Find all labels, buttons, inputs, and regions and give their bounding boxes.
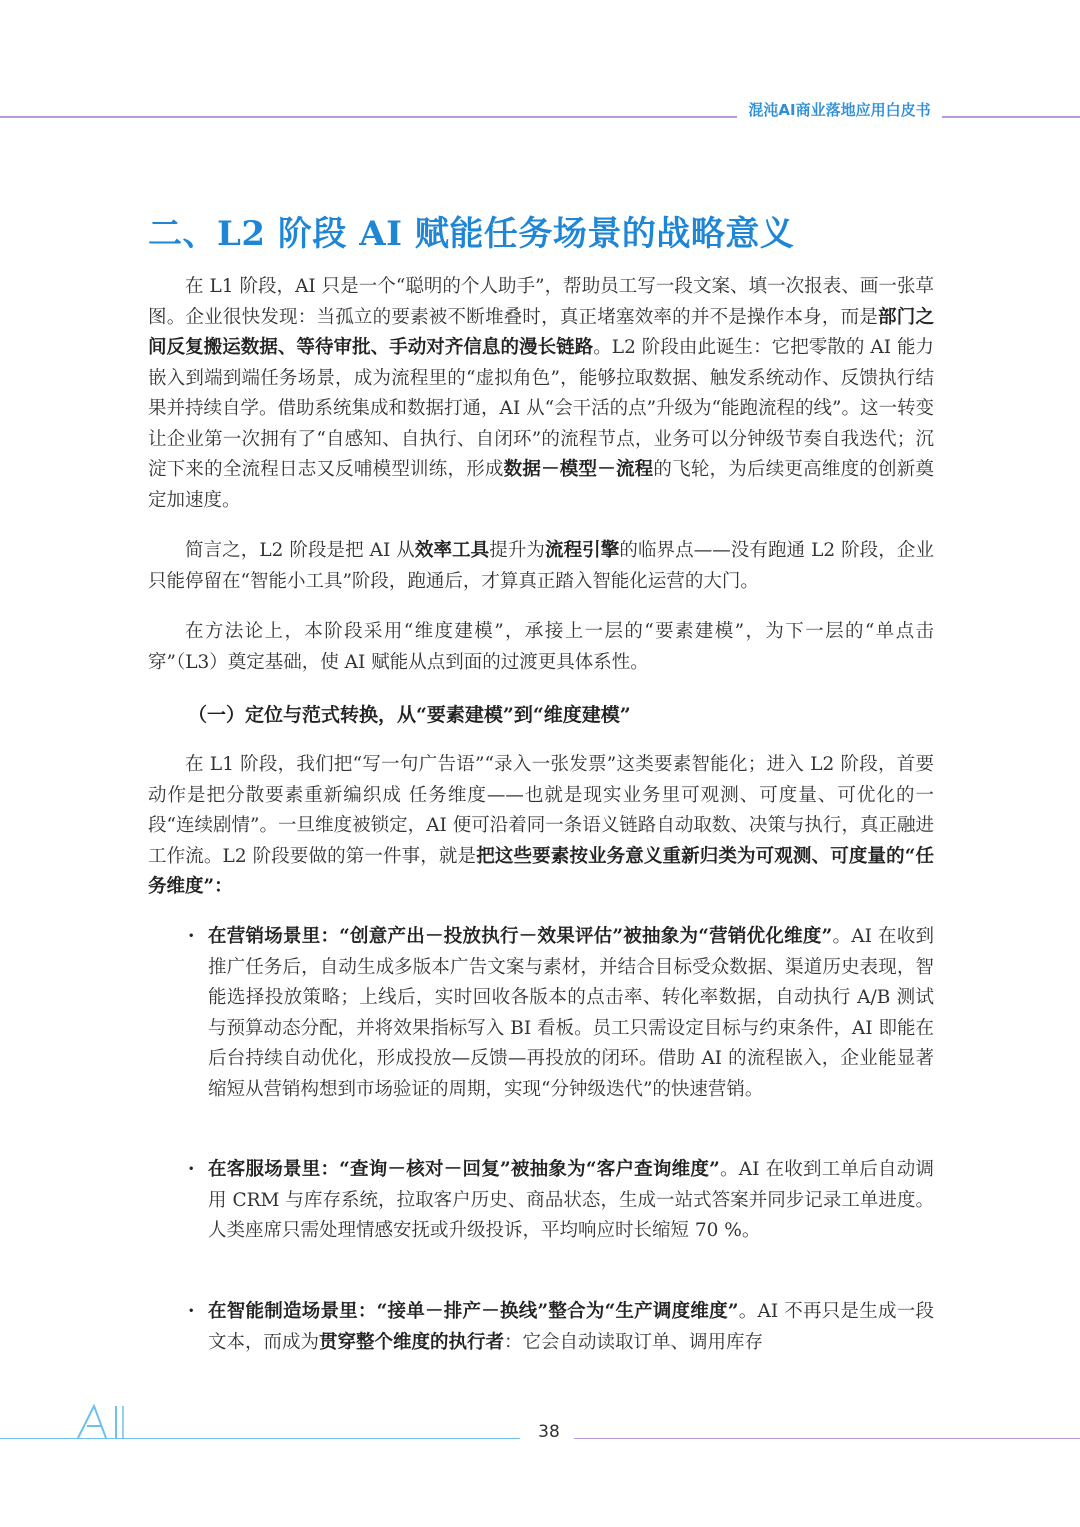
p2-bold-a: 效率工具 [414,540,490,561]
section-title: 二、L2 阶段 AI 赋能任务场景的战略意义 [148,214,795,254]
header-rule-right [942,116,1080,118]
subsection-title: （一）定位与范式转换，从“要素建模”到“维度建模” [188,704,631,726]
p2-text-c: 的临界点——没有跑通 L2 阶段，企业只能停留在“智能小工具”阶段，跑通后，才算真正踏入智能化运营的大门。 [148,540,934,592]
paragraph-3: 在方法论上，本阶段采用“维度建模”，承接上一层的“要素建模”，为下一层的“单点击穿”（L3）奠定基础，使 AI 赋能从点到面的过渡更具体系性。 [148,621,934,673]
bullet-text-c: ：它会自动读取订单、调用库存 [504,1331,764,1353]
p1-text-c: 的飞轮，为后续更高维度的创新奠定加速度。 [148,459,934,511]
p2-text-b: 提升为 [489,540,546,561]
bullet-customer-service [188,1155,934,1247]
paragraph-1 [148,272,934,516]
bullet-dot: · [188,1159,195,1180]
p1-bold-a: 部门之间反复搬运数据、等待审批、手动对齐信息的漫长链路 [148,306,934,358]
bullet-text-a: 。AI 不再只是生成一段文本，而成为 [208,1301,934,1353]
footer-rule-right [574,1438,1080,1439]
bullet-lead: 在智能制造场景里：“接单－排产－换线”整合为“生产调度维度” [208,1301,739,1322]
bullet-bold: 贯穿整个维度的执行者 [319,1331,505,1353]
p1-text-a: 在 L1 阶段，AI 只是一个“聪明的个人助手”，帮助员工写一段文案、填一次报表、画一张草图。企业很快发现：当孤立的要素被不断堆叠时，真正堵塞效率的并不是操作本身，而是 [148,276,934,328]
bullet-marketing [188,922,934,1105]
p1-text-b: 。L2 阶段由此诞生：它把零散的 AI 能力嵌入到端到端任务场景，成为流程里的“虚拟角色”，能够拉取数据、触发系统动作、反馈执行结果并持续自学。借助系统集成和数据打通，AI 从“会干活的点”升级为“能跑流程的线”。这一转变让企业第一次拥有了“自感知、自执行、自闭环”的流程节点，业务可以分钟级节奏自我迭代；沉淀下来的全流程日志又反哺模型训练，形成 [148,337,934,480]
p4-bold: 把这些要素按业务意义重新归类为可观测、可度量的“任务维度”： [148,845,934,897]
p2-text-a: 简言之，L2 阶段是把 AI 从 [185,540,415,561]
bullet-text: 。AI 在收到推广任务后，自动生成多版本广告文案与素材，并结合目标受众数据、渠道历史表现，智能选择投放策略；上线后，实时回收各版本的点击率、转化率数据，自动执行 A/B 测试与预算动态分配，并将效果指标写入 BI 看板。员工只需设定目标与约束条件，AI 即能在后台持续自动优化，形成投放—反馈—再投放的闭环。借助 AI 的流程嵌入，企业能显著缩短从营销构想到市场验证的周期，实现“分钟级迭代”的快速营销。 [208,926,934,1100]
ai-logo-icon [76,1404,132,1440]
paragraph-4 [148,750,934,903]
header-title: 混沌AI商业落地应用白皮书 [748,101,931,119]
page-number: 38 [538,1422,560,1442]
bullet-dot: · [188,926,195,947]
bullet-lead: 在客服场景里：“查询－核对－回复”被抽象为“客户查询维度” [208,1159,720,1180]
bullet-manufacturing [188,1297,934,1358]
p2-bold-b: 流程引擎 [545,540,620,561]
p1-bold-b: 数据－模型－流程 [503,459,654,480]
header-rule-left [0,116,737,118]
paragraph-2 [148,536,934,597]
bullet-dot: · [188,1301,195,1322]
bullet-text: 。AI 在收到工单后自动调用 CRM 与库存系统，拉取客户历史、商品状态，生成一站式答案并同步记录工单进度。人类座席只需处理情感安抚或升级投诉，平均响应时长缩短 70 %。 [208,1159,934,1241]
p4-text: 在 L1 阶段，我们把“写一句广告语”“录入一张发票”这类要素智能化；进入 L2 阶段，首要动作是把分散要素重新编织成 任务维度——也就是现实业务里可观测、可度量、可优化的一段“连续剧情”。一旦维度被锁定，AI 便可沿着同一条语义链路自动取数、决策与执行，真正融进工作流。L2 阶段要做的第一件事，就是 [148,754,934,867]
bullet-lead: 在营销场景里：“创意产出－投放执行－效果评估”被抽象为“营销优化维度” [208,926,833,947]
